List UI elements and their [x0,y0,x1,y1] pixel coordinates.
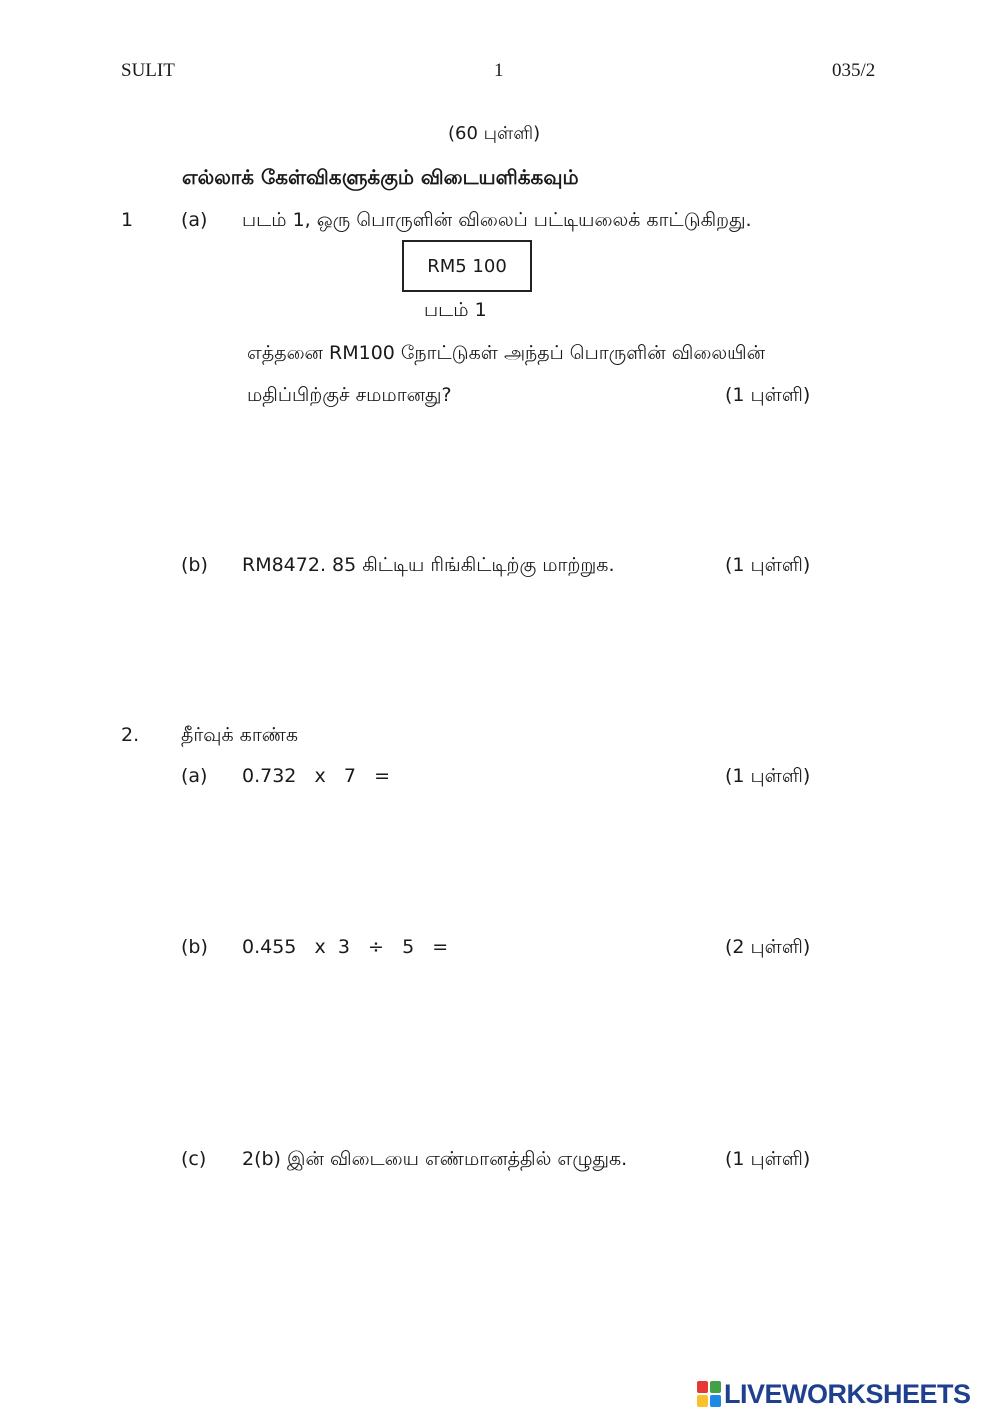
q1b-marks: (1 புள்ளி) [725,554,811,576]
q2-number: 2. [121,724,140,746]
q2a-label: (a) [181,765,208,787]
q1-number: 1 [121,209,134,231]
q2-title: தீர்வுக் காண்க [181,724,299,746]
page-number: 1 [494,60,504,81]
liveworksheets-logo[interactable] [697,1378,971,1410]
figure-caption: படம் 1 [424,299,487,321]
q2b-text: 0.455 x 3 ÷ 5 = [242,936,449,958]
price-tag-value: RM5 100 [427,255,507,277]
logo-square-red [697,1381,708,1393]
q2a-marks: (1 புள்ளி) [725,765,811,787]
liveworksheets-logo-icon [697,1381,721,1407]
q2b-label: (b) [181,936,208,958]
q2c-marks: (1 புள்ளி) [725,1148,811,1170]
q1b-label: (b) [181,554,208,576]
price-tag-figure [402,240,532,292]
logo-square-green [710,1381,721,1393]
logo-square-blue [710,1395,721,1407]
q1a-text: படம் 1, ஒரு பொருளின் விலைப் பட்டியலைக் காட்டுகிறது. [242,209,752,231]
liveworksheets-brand: LIVEWORKSHEETS [724,1378,971,1409]
q2a-text: 0.732 x 7 = [242,765,391,787]
q1a-question-line2: மதிப்பிற்குச் சமமானது? [247,384,452,406]
q1a-question-line1: எத்தனை RM100 நோட்டுகள் அந்தப் பொருளின் விலையின் [247,342,766,364]
q2b-marks: (2 புள்ளி) [725,936,811,958]
q1a-label: (a) [181,209,208,231]
header-right: 035/2 [832,60,876,81]
q2c-text: 2(b) இன் விடையை எண்மானத்தில் எழுதுக. [242,1148,628,1170]
q2c-label: (c) [181,1148,207,1170]
header-left: SULIT [121,60,175,81]
total-marks: (60 புள்ளி) [448,123,541,144]
q1b-text: RM8472. 85 கிட்டிய ரிங்கிட்டிற்கு மாற்றுக. [242,554,615,576]
instruction: எல்லாக் கேள்விகளுக்கும் விடையளிக்கவும் [182,165,579,189]
logo-square-yellow [697,1395,708,1407]
q1a-marks: (1 புள்ளி) [725,384,811,406]
